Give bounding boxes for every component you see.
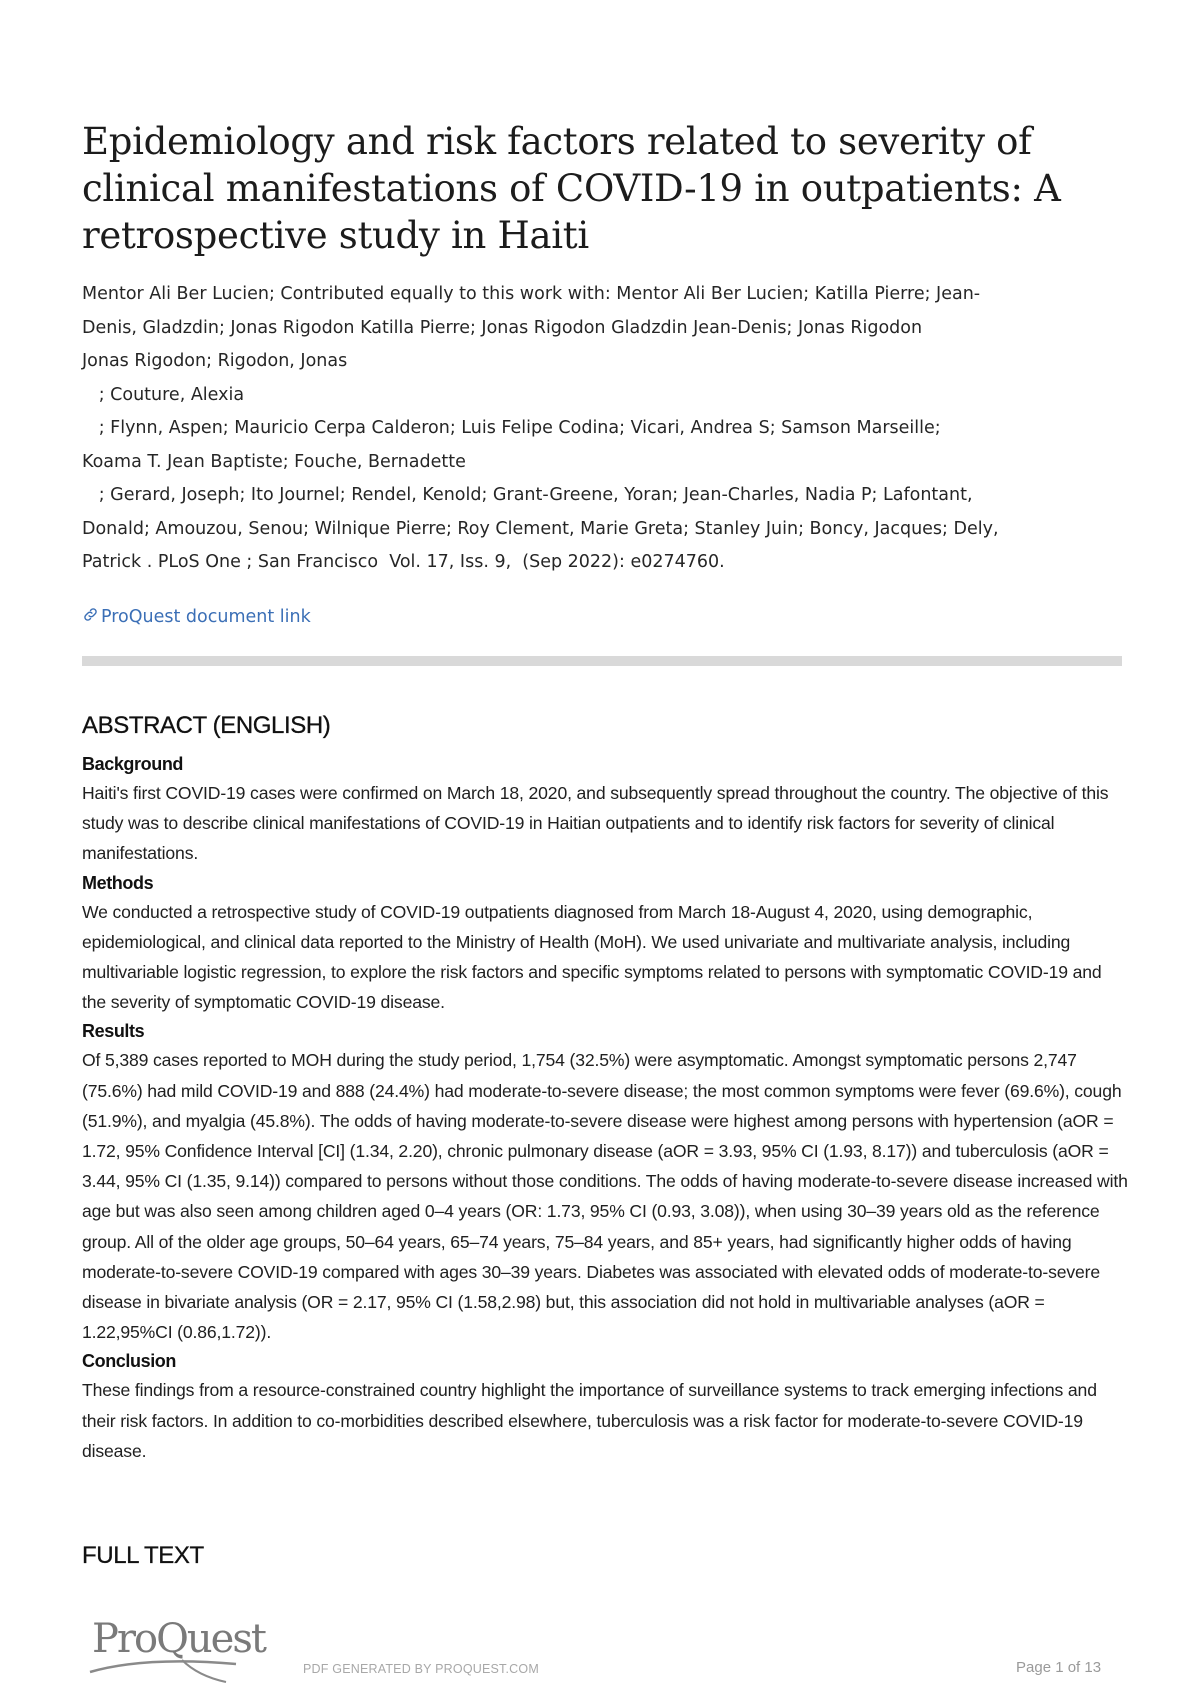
logo-swoosh-icon — [86, 1616, 246, 1686]
abstract-section — [82, 712, 1128, 1466]
methods-text: We conducted a retrospective study of COVID-19 outpatients diagnosed from March 18-August 4, 2020, using demographic, epidemiological, and clinical data reported to the Ministry of Health (MoH). We used univariate and multivariate analysis, including multivariable logistic regression, to explore the risk factors and specific symptoms related to persons with symptomatic COVID-19 and the severity of symptomatic COVID-19 disease. — [82, 901, 1102, 1013]
logo-wordmark: ProQuest — [92, 1616, 265, 1662]
author-line: Koama T. Jean Baptiste; Fouche, Bernadette — [82, 451, 466, 472]
article-title: Epidemiology and risk factors related to severity of clinical manifestations of COVID-19 in outpatients: A retrospective study in Haiti — [82, 120, 1061, 257]
proquest-logo — [86, 1616, 265, 1686]
page-number: Page 1 of 13 — [1016, 1659, 1102, 1676]
author-line: Donald; Amouzou, Senou; Wilnique Pierre; Roy Clement, Marie Greta; Stanley Juin; Boncy, Jacques; Dely, — [82, 518, 999, 539]
author-line: Denis, Gladzdin; Jonas Rigodon Katilla Pierre; Jonas Rigodon Gladzdin Jean-Denis; Jonas Rigodon — [82, 317, 923, 338]
background-text: Haiti's first COVID-19 cases were confirmed on March 18, 2020, and subsequently spread throughout the country. The objective of this study was to describe clinical manifestations of COVID-19 in Haitian outpatients and to identify risk factors for severity of clinical manifestations. — [82, 783, 1109, 864]
author-line: Jonas Rigodon; Rigodon, Jonas — [82, 351, 348, 371]
results-text: Of 5,389 cases reported to MOH during the study period, 1,754 (32.5%) were asymptomatic. Amongst symptomatic persons 2,747 (75.6%) had mild COVID-19 and 888 (24.4%) had moderate-to-severe disease; the most common symptoms were fever (69.6%), cough (51.9%), and myalgia (45.8%). The odds of having moderate-to-severe disease were highest among persons with hypertension (aOR = 1.72, 95% Confidence Interval [CI] (1.34, 2.20), chronic pulmonary disease (aOR = 3.93, 95% CI (1.93, 8.17)) and tuberculosis (aOR = 3.44, 95% CI (1.35, 9.14)) compared to persons without those conditions. The odds of having moderate-to-severe disease increased with age but was also seen among children aged 0–4 years (OR: 1.73, 95% CI (0.93, 3.08)), when using 30–39 years old as the reference group. All of the older age groups, 50–64 years, 65–74 years, 75–84 years, and 85+ years, had significantly higher odds of having moderate-to-severe COVID-19 compared with ages 30–39 years. Diabetes was associated with elevated odds of moderate-to-severe disease in bivariate analysis (OR = 2.17, 95% CI (1.58,2.98) but, this association did not hold in multivariable analyses (aOR = 1.22,95%CI (0.86,1.72)). — [82, 1050, 1128, 1343]
conclusion-heading: Conclusion — [82, 1351, 176, 1372]
author-line: ; Couture, Alexia — [82, 384, 245, 405]
full-text-heading: FULL TEXT — [82, 1542, 204, 1569]
abstract-heading: ABSTRACT (ENGLISH) — [82, 712, 331, 739]
author-citation — [82, 278, 1122, 580]
results-heading: Results — [82, 1021, 145, 1042]
citation-line: Patrick . PLoS One ; San Francisco Vol. 17, Iss. 9, (Sep 2022): e0274760. — [82, 552, 725, 572]
link-icon — [82, 606, 99, 628]
pdf-generated-note: PDF GENERATED BY PROQUEST.COM — [303, 1662, 539, 1676]
section-divider — [82, 656, 1122, 666]
author-line: ; Gerard, Joseph; Ito Journel; Rendel, Kenold; Grant-Greene, Yoran; Jean-Charles, Nadia P; Lafontant, — [82, 485, 973, 505]
background-heading: Background — [82, 754, 184, 774]
doc-link-label: ProQuest document link — [101, 607, 311, 627]
author-line: ; Flynn, Aspen; Mauricio Cerpa Calderon; Luis Felipe Codina; Vicari, Andrea S; Samson Marseille; — [82, 418, 941, 438]
page-footer — [0, 1610, 1200, 1698]
proquest-document-link[interactable] — [82, 606, 311, 628]
conclusion-text: These findings from a resource-constrained country highlight the importance of surveillance systems to track emerging infections and their risk factors. In addition to co-morbidities described elsewhere, tuberculosis was a risk factor for moderate-to-severe COVID-19 disease. — [82, 1380, 1097, 1461]
methods-heading: Methods — [82, 872, 154, 893]
author-line: Mentor Ali Ber Lucien; Contributed equally to this work with: Mentor Ali Ber Lucien; Katilla Pierre; Jean- — [82, 284, 981, 304]
